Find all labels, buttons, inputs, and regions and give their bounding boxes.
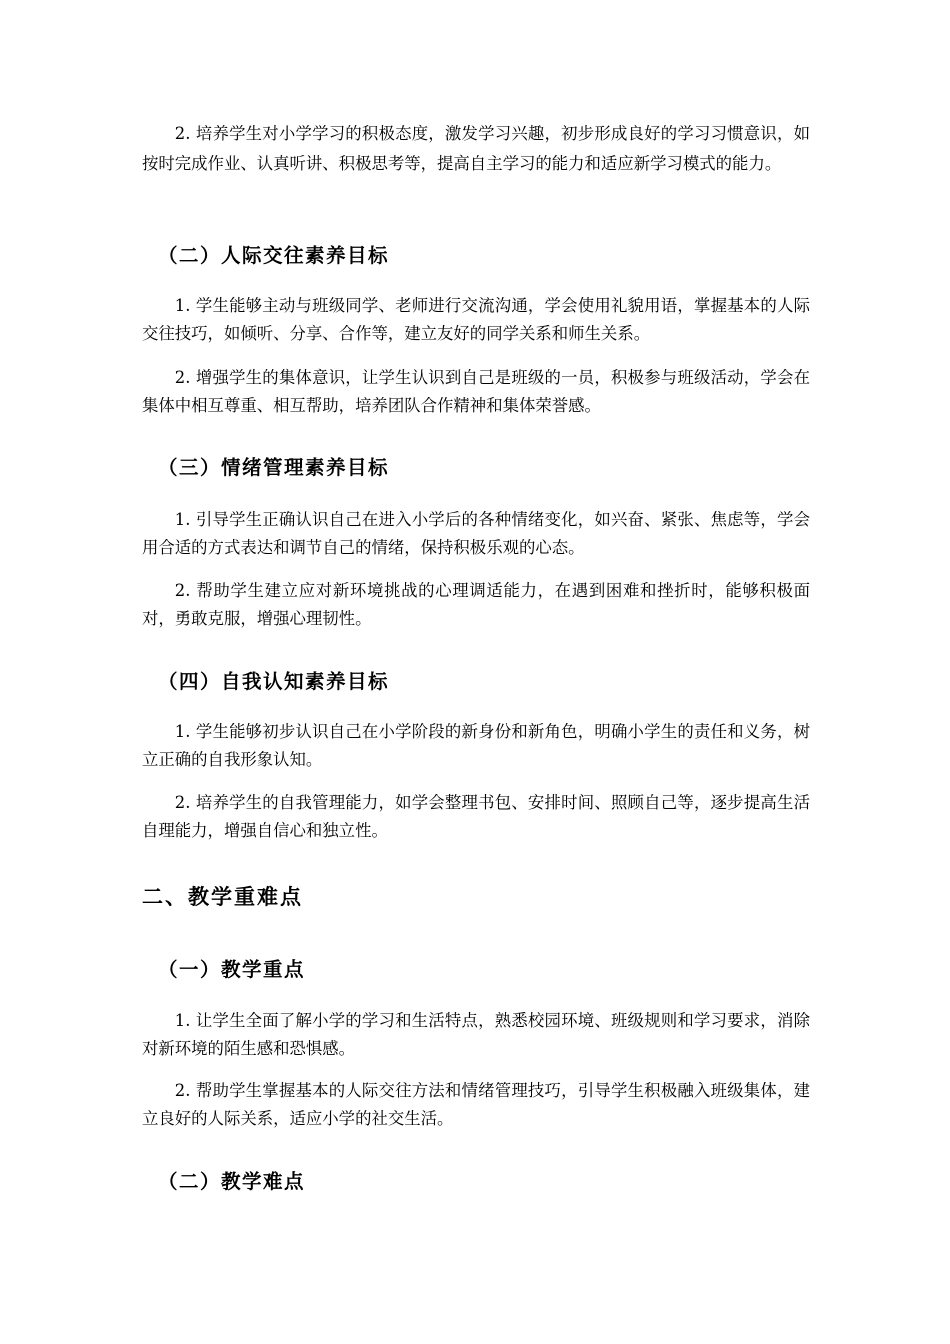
heading-teaching-key-difficult: 二、教学重难点 xyxy=(142,885,303,909)
heading-teaching-key-points: （一）教学重点 xyxy=(158,958,306,981)
paragraph-interpersonal-1: 1. 学生能够主动与班级同学、老师进行交流沟通，学会使用礼貌用语，掌握基本的人际交往技巧，如倾听、分享、合作等，建立友好的同学关系和师生关系。 xyxy=(142,296,810,343)
paragraph-self-awareness-2: 2. 培养学生的自我管理能力，如学会整理书包、安排时间、照顾自己等，逐步提高生活自理能力，增强自信心和独立性。 xyxy=(142,793,810,840)
paragraph-key-points-1: 1. 让学生全面了解小学的学习和生活特点，熟悉校园环境、班级规则和学习要求，消除对新环境的陌生感和恐惧感。 xyxy=(142,1011,810,1058)
heading-emotion-goals: （三）情绪管理素养目标 xyxy=(158,456,390,479)
paragraph-emotion-2: 2. 帮助学生建立应对新环境挑战的心理调适能力，在遇到困难和挫折时，能够积极面对，勇敢克服，增强心理韧性。 xyxy=(142,581,810,628)
heading-self-awareness-goals: （四）自我认知素养目标 xyxy=(158,670,390,693)
paragraph-learning-attitude: 2. 培养学生对小学学习的积极态度，激发学习兴趣，初步形成良好的学习习惯意识，如按时完成作业、认真听讲、积极思考等，提高自主学习的能力和适应新学习模式的能力。 xyxy=(142,124,810,173)
heading-teaching-difficulties: （二）教学难点 xyxy=(158,1170,306,1193)
heading-interpersonal-goals: （二）人际交往素养目标 xyxy=(158,244,390,267)
paragraph-emotion-1: 1. 引导学生正确认识自己在进入小学后的各种情绪变化，如兴奋、紧张、焦虑等，学会用合适的方式表达和调节自己的情绪，保持积极乐观的心态。 xyxy=(142,510,810,557)
paragraph-self-awareness-1: 1. 学生能够初步认识自己在小学阶段的新身份和新角色，明确小学生的责任和义务，树立正确的自我形象认知。 xyxy=(142,722,810,769)
paragraph-key-points-2: 2. 帮助学生掌握基本的人际交往方法和情绪管理技巧，引导学生积极融入班级集体，建立良好的人际关系，适应小学的社交生活。 xyxy=(142,1081,810,1128)
paragraph-interpersonal-2: 2. 增强学生的集体意识，让学生认识到自己是班级的一员，积极参与班级活动，学会在集体中相互尊重、相互帮助，培养团队合作精神和集体荣誉感。 xyxy=(142,368,810,415)
